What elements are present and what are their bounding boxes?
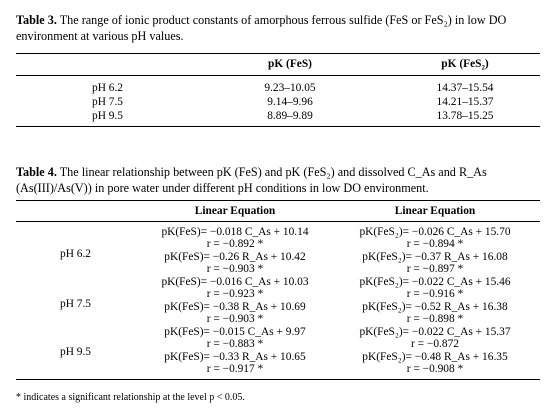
table4-right-r: r = −0.908 * — [406, 363, 464, 375]
table4-left-r: r = −0.903 * — [206, 263, 264, 275]
table4-right-equation: pK(FeS₂)= −0.48 R_As + 16.35 — [362, 351, 508, 363]
table4-header-right: Linear Equation — [394, 205, 476, 217]
table4-left-equation: pK(FeS)= −0.26 R_As + 10.42 — [164, 251, 306, 263]
table3-cell-fes: 9.23–10.05 — [264, 82, 316, 94]
table4-left-r: r = −0.883 * — [206, 338, 264, 350]
table4-bottom-rule — [16, 379, 540, 380]
table4-top-rule — [16, 200, 540, 201]
table4-right-equation: pK(FeS₂)= −0.022 C_As + 15.46 — [359, 276, 511, 288]
table4-right-r: r = −0.872 — [411, 338, 459, 350]
table4-left-r: r = −0.892 * — [206, 238, 264, 250]
table4-left-equation: pK(FeS)= −0.018 C_As + 10.14 — [161, 226, 309, 238]
table4-right-r: r = −0.898 * — [406, 313, 464, 325]
table4-group-ph: pH 9.5 — [60, 346, 92, 358]
table4-group-ph: pH 7.5 — [60, 298, 92, 310]
table4-header-left: Linear Equation — [194, 205, 276, 217]
table4-left-equation: pK(FeS)= −0.015 C_As + 9.97 — [164, 326, 306, 338]
table4-right-equation: pK(FeS₂)= −0.026 C_As + 15.70 — [359, 226, 511, 238]
table4-right-r: r = −0.897 * — [406, 263, 464, 275]
table4-header-rule — [16, 221, 540, 222]
table4-right-equation: pK(FeS₂)= −0.022 C_As + 15.37 — [359, 326, 511, 338]
table3-caption — [16, 12, 540, 44]
table4-left-r: r = −0.903 * — [206, 313, 264, 325]
table4-left-equation: pK(FeS)= −0.016 C_As + 10.03 — [161, 276, 309, 288]
table3-bottom-rule — [16, 126, 540, 127]
table4-right-r: r = −0.916 * — [406, 288, 464, 300]
table3-header-pk-fes: pK (FeS) — [268, 58, 312, 70]
table3-row-ph: pH 7.5 — [92, 96, 124, 108]
table3-row-ph: pH 6.2 — [92, 82, 124, 94]
table3-cell-fes: 8.89–9.89 — [267, 110, 313, 122]
table4-left-equation: pK(FeS)= −0.38 R_As + 10.69 — [164, 301, 306, 313]
table3-header-rule — [16, 75, 540, 76]
table4-left-equation: pK(FeS)= −0.33 R_As + 10.65 — [164, 351, 306, 363]
table4-caption — [16, 164, 540, 196]
table3-cell-fes: 9.14–9.96 — [267, 96, 313, 108]
table3-caption-text: The range of ionic product constants of amorphous ferrous sulfide (FeS or FeS₂) in low DO environment at various pH values. — [16, 13, 507, 43]
table3-row-ph: pH 9.5 — [92, 110, 124, 122]
table4-group-ph: pH 6.2 — [60, 248, 92, 260]
table4-right-r: r = −0.894 * — [406, 238, 464, 250]
table3-cell-fes2: 14.21–15.37 — [436, 96, 494, 108]
table3-header-pk-fes2: pK (FeS₂) — [441, 58, 489, 70]
table3-label: Table 3. — [16, 13, 57, 27]
table3-top-rule — [16, 53, 540, 54]
table3-cell-fes2: 13.78–15.25 — [436, 110, 494, 122]
table4-left-r: r = −0.923 * — [206, 288, 264, 300]
table4-right-equation: pK(FeS₂)= −0.37 R_As + 16.08 — [362, 251, 508, 263]
table4-right-equation: pK(FeS₂)= −0.52 R_As + 16.38 — [362, 301, 508, 313]
table4-footnote: * indicates a significant relationship at the level p < 0.05. — [16, 392, 245, 403]
table4-left-r: r = −0.917 * — [206, 363, 264, 375]
table4-label: Table 4. — [16, 165, 57, 179]
table3-cell-fes2: 14.37–15.54 — [436, 82, 494, 94]
table4-caption-text: The linear relationship between pK (FeS) and pK (FeS₂) and dissolved C_As and R_As (As(III)/As(V)) in pore water under different pH conditions in low DO environment. — [16, 165, 487, 195]
